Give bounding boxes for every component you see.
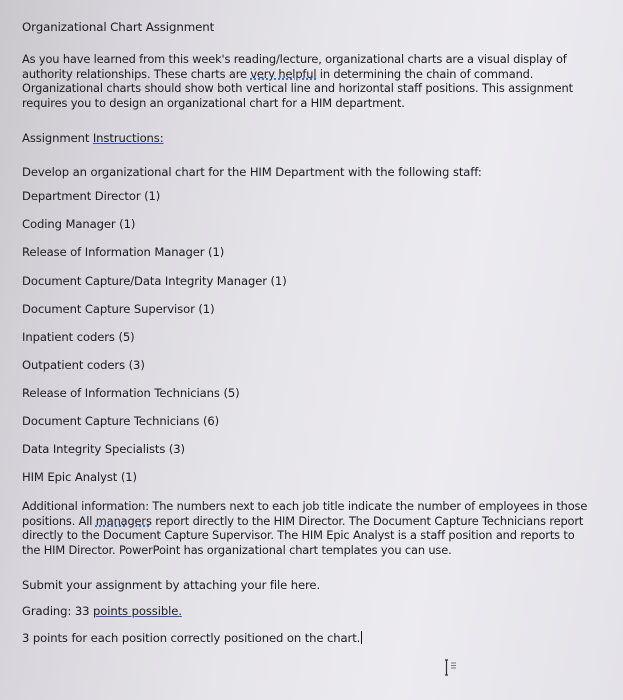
staff-item: Outpatient coders (3) [22,358,145,372]
intro-text-end: in determining the chain of command. Organizational charts should show both vertical line and horizontal staff positions. This assignment requires you to design an organizational chart for a HIM department. [22,66,573,110]
instructions-label: Assignment [22,131,93,145]
grading-underlined[interactable]: points possible. [92,604,182,618]
submit-line: Submit your assignment by attaching your file here. [22,578,321,592]
intro-paragraph [22,52,588,110]
text-ibeam-cursor-icon [442,658,462,678]
instructions-underlined[interactable]: Instructions: [92,131,164,145]
staff-item: Inpatient coders (5) [22,330,135,344]
staff-item: Data Integrity Specialists (3) [22,442,185,456]
text-caret [361,631,362,644]
staff-item: HIM Epic Analyst (1) [22,470,137,484]
instructions-heading [22,131,164,146]
staff-item: Department Director (1) [22,189,161,203]
points-line[interactable] [22,631,362,646]
points-text: 3 points for each position correctly positioned on the chart. [22,631,361,645]
grading-line [22,604,182,619]
spellcheck-highlight[interactable]: managers [95,513,152,528]
spellcheck-highlight[interactable]: very helpful [250,66,317,81]
develop-line: Develop an organizational chart for the HIM Department with the following staff: [22,165,482,179]
staff-item: Document Capture Supervisor (1) [22,302,215,316]
intro-text-start: As you have learned from this week's reading/lecture, organizational charts are a visual display of authority relationships. These charts are [22,52,567,81]
staff-item: Release of Information Manager (1) [22,245,225,259]
staff-item: Release of Information Technicians (5) [22,386,240,400]
additional-text-end: report directly to the HIM Director. The Document Capture Technicians report directly to the Document Capture Supervisor. The HIM Epic Analyst is a staff position and reports to the HIM Director. PowerPoint has organizational chart templates you can use. [22,513,584,557]
staff-item: Document Capture/Data Integrity Manager (1) [22,274,287,288]
staff-item: Coding Manager (1) [22,217,136,231]
additional-info-paragraph [22,499,596,557]
staff-item: Document Capture Technicians (6) [22,414,220,428]
document-title: Organizational Chart Assignment [22,20,215,34]
grading-label: Grading: 33 [22,604,93,618]
additional-text-start: Additional information: The numbers next to each job title indicate the number of employees in those positions. All [22,499,588,528]
